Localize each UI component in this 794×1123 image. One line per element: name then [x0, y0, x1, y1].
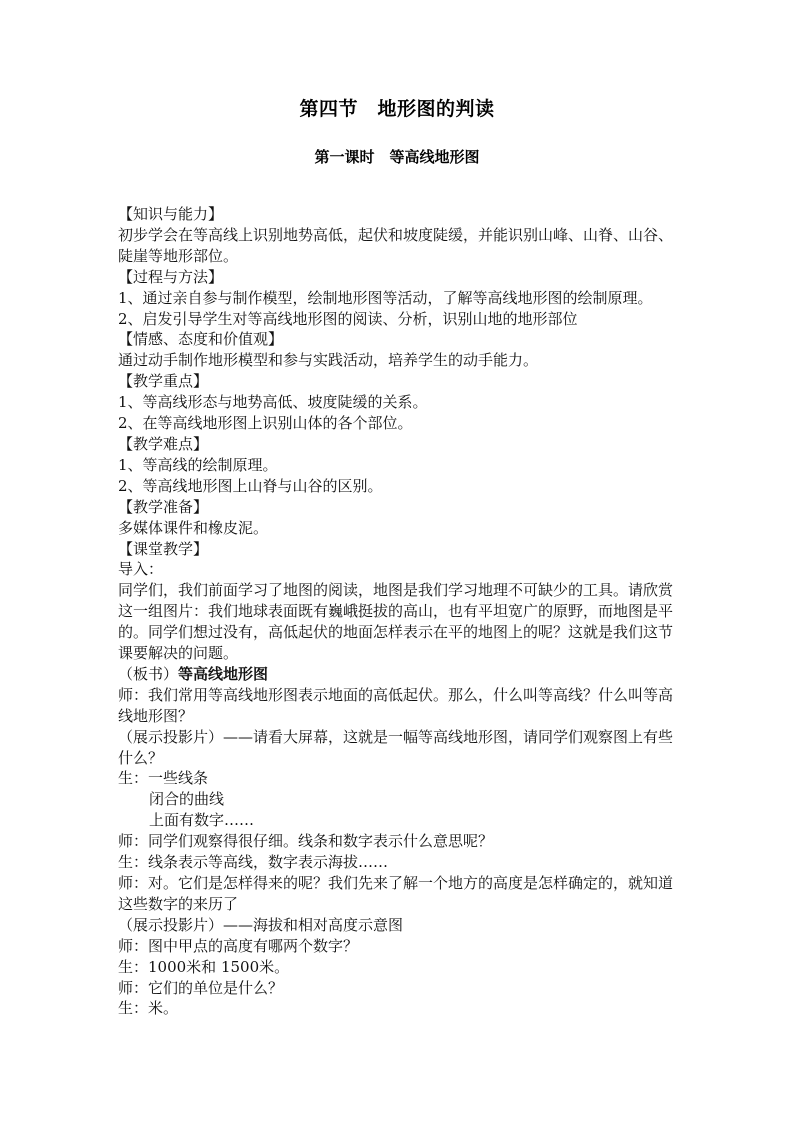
difficulty-2: 2、等高线地形图上山脊与山谷的区别。 [118, 476, 383, 495]
emotion-heading: 【情感、态度和价值观】 [118, 330, 284, 349]
dialogue-line: 生：米。 [118, 999, 179, 1018]
intro-label: 导入： [118, 560, 164, 579]
dialogue-line: 师：它们的单位是什么？ [118, 978, 284, 997]
key-points-heading: 【教学重点】 [118, 372, 209, 391]
dialogue-line: 生：一些线条 [118, 769, 209, 788]
knowledge-heading: 【知识与能力】 [118, 205, 224, 223]
dialogue-line: 师：我们常用等高线地形图表示地面的高低起伏。那么，什么叫等高线？什么叫等高线地形图？ [118, 685, 674, 725]
dialogue-list [118, 685, 684, 1020]
knowledge-text: 初步学会在等高线上识别地势高低，起伏和坡度陡缓，并能识别山峰、山脊、山谷、陡崖等地形部位。 [118, 225, 674, 265]
difficulty-1: 1、等高线的绘制原理。 [118, 455, 278, 474]
key-point-1: 1、等高线形态与地势高低、坡度陡缓的关系。 [118, 393, 428, 412]
dialogue-line: 师：对。它们是怎样得来的呢？我们先来了解一个地方的高度是怎样确定的，就知道这些数字的来历了 [118, 874, 674, 913]
difficulties-heading: 【教学难点】 [118, 434, 209, 453]
process-heading: 【过程与方法】 [118, 267, 224, 286]
board-prefix: （板书） [118, 664, 179, 683]
dialogue-line: （展示投影片）——海拔和相对高度示意图 [118, 915, 404, 934]
intro-text: 同学们，我们前面学习了地图的阅读，地图是我们学习地理不可缺少的工具。请欣赏这一组图片：我们地球表面既有巍峨挺拔的高山，也有平坦宽广的原野，而地图是平的。同学们想过没有，高低起伏的地面怎样表示在平的地图上的呢？这就是我们这节课要解决的问题。 [118, 581, 674, 663]
key-point-2: 2、在等高线地形图上识别山体的各个部位。 [118, 414, 413, 433]
section-title: 第四节 地形图的判读 [299, 98, 495, 120]
emotion-text: 通过动手制作地形模型和参与实践活动，培养学生的动手能力。 [118, 351, 539, 370]
dialogue-line: 上面有数字…… [149, 811, 255, 830]
preparation-heading: 【教学准备】 [118, 497, 209, 516]
dialogue-line: 师：同学们观察得很仔细。线条和数字表示什么意思呢？ [118, 832, 494, 851]
process-item-1: 1、通过亲自参与制作模型，绘制地形图等活动，了解等高线地形图的绘制原理。 [118, 288, 653, 307]
dialogue-line: 师：图中甲点的高度有哪两个数字？ [118, 936, 359, 955]
dialogue-line: 生：1000米和 1500米。 [118, 957, 290, 976]
dialogue-line: 闭合的曲线 [149, 790, 225, 809]
board-writing [118, 664, 684, 685]
dialogue-line: 生：线条表示等高线，数字表示海拔…… [118, 853, 389, 872]
preparation-text: 多媒体课件和橡皮泥。 [118, 518, 269, 537]
process-item-2: 2、启发引导学生对等高线地形图的阅读、分析，识别山地的地形部位 [118, 309, 578, 328]
classroom-heading: 【课堂教学】 [118, 539, 209, 558]
dialogue-line: （展示投影片）——请看大屏幕，这就是一幅等高线地形图，请同学们观察图上有些什么？ [118, 727, 674, 767]
lesson-title: 第一课时 等高线地形图 [314, 148, 480, 166]
document-body [118, 204, 684, 1019]
board-title: 等高线地形图 [178, 664, 269, 683]
